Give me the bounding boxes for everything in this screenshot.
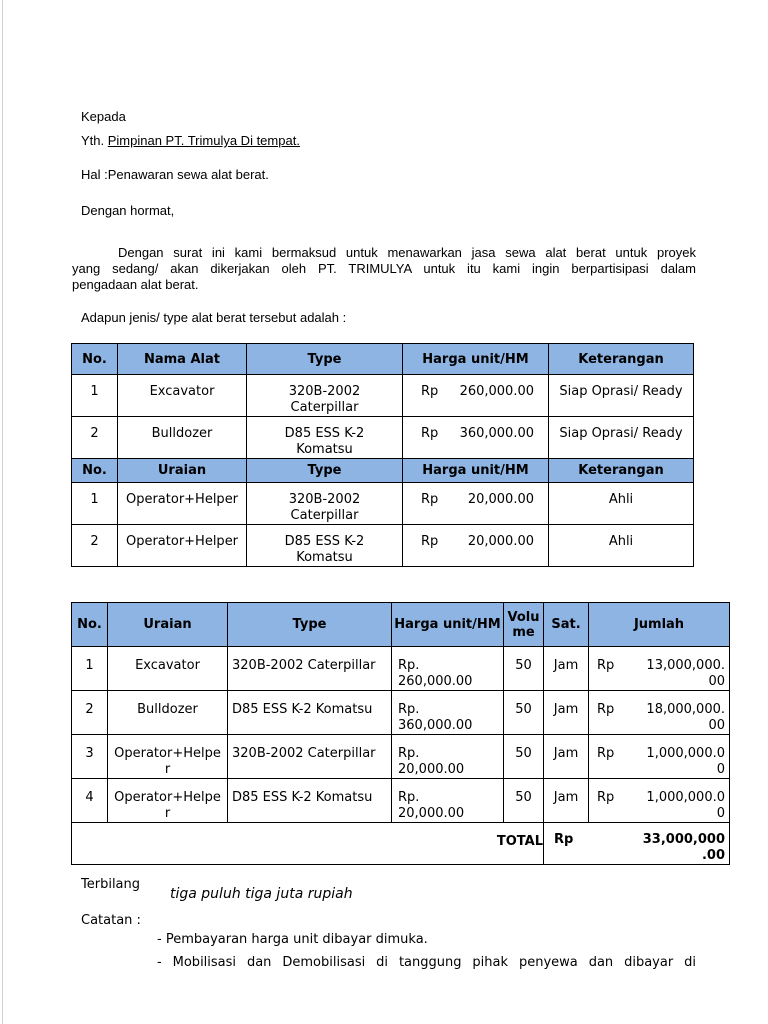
col-volume: Volu me [504,603,544,647]
col-note: Keterangan [549,459,694,483]
col-no: No. [72,344,118,375]
row-type: D85 ESS K-2 Komatsu [284,534,365,565]
recipient-prefix: Yth. [81,133,108,148]
row-type: D85 ESS K-2 Komatsu [232,702,373,717]
col-no: No. [72,459,118,483]
body-line: yang sedang/ akan dikerjakan oleh PT. TRIMULYA untuk itu kami ingin berpartisipasi dalam [72,261,696,276]
note-item: - Pembayaran harga unit dibayar dimuka. [157,932,428,947]
row-desc: Operator+Helpe r [114,746,221,777]
row-amount: 18,000,000. 00 [646,702,725,733]
row-amount: 13,000,000. 00 [646,658,725,689]
row-volume: 50 [515,702,532,717]
currency: Rp [421,492,439,507]
row-price: 260,000.00 [459,384,534,399]
currency: Rp [421,534,439,549]
row-volume: 50 [515,746,532,761]
row-no: 1 [85,658,94,673]
row-no: 2 [90,426,99,441]
cost-table [71,602,730,865]
row-name: Bulldozer [151,426,213,441]
row-no: 2 [85,702,94,717]
body-line: pengadaan alat berat. [72,277,199,292]
row-note: Ahli [608,492,634,507]
col-amount: Jumlah [589,603,730,647]
col-price: Harga unit/HM [403,459,549,483]
spelled-value: tiga puluh tiga juta rupiah [170,886,353,902]
row-price: Rp. 360,000.00 [398,702,473,733]
table-row [72,525,694,567]
col-name: Uraian [118,459,247,483]
row-note: Siap Oprasi/ Ready [559,384,683,399]
col-name: Nama Alat [118,344,247,375]
table-subheader-row [72,459,694,483]
notes-label: Catatan : [81,913,141,928]
row-no: 3 [85,746,94,761]
row-amount: 1,000,000.0 0 [646,746,725,777]
row-name: Excavator [149,384,215,399]
currency: Rp [597,746,615,761]
row-type: 320B-2002 Caterpillar [288,492,361,523]
recipient-name: Pimpinan PT. Trimulya Di tempat. [107,133,300,148]
table-row [72,691,730,735]
total-currency: Rp [554,832,574,847]
col-price: Harga unit/HM [392,603,504,647]
row-no: 1 [90,384,99,399]
row-no: 1 [90,492,99,507]
row-type: 320B-2002 Caterpillar [288,384,361,415]
row-volume: 50 [515,658,532,673]
body-line: Dengan surat ini kami bermaksud untuk menawarkan jasa sewa alat berat untuk proyek [118,245,696,260]
row-unit: Jam [553,658,579,673]
row-desc: Operator+Helpe r [114,790,221,821]
row-type: 320B-2002 Caterpillar [232,746,376,761]
row-type: D85 ESS K-2 Komatsu [284,426,365,457]
row-note: Ahli [608,534,634,549]
subject-line: Hal :Penawaran sewa alat berat. [81,167,269,182]
row-name: Operator+Helper [125,534,239,549]
row-price: 20,000.00 [467,534,534,549]
col-desc: Uraian [108,603,228,647]
equipment-table [71,343,694,567]
spelled-label: Terbilang [81,877,141,892]
total-row [72,823,730,865]
currency: Rp [597,658,615,673]
row-type: 320B-2002 Caterpillar [232,658,376,673]
to-label: Kepada [81,109,126,124]
row-note: Siap Oprasi/ Ready [559,426,683,441]
row-amount: 1,000,000.0 0 [646,790,725,821]
row-desc: Bulldozer [137,702,198,717]
greeting: Dengan hormat, [81,203,175,218]
row-unit: Jam [553,702,579,717]
body-paragraph [72,245,696,293]
row-name: Operator+Helper [125,492,239,507]
intro-text: Adapun jenis/ type alat berat tersebut adalah : [81,310,347,325]
table-row [72,483,694,525]
col-note: Keterangan [549,344,694,375]
total-label: TOTAL [496,834,543,849]
row-price: 20,000.00 [467,492,534,507]
table-header-row [72,344,694,375]
table-row [72,735,730,779]
currency: Rp [597,702,615,717]
row-unit: Jam [553,746,579,761]
row-price: Rp. 20,000.00 [398,790,465,821]
table-row [72,375,694,417]
currency: Rp [421,426,439,441]
row-unit: Jam [553,790,579,805]
col-type: Type [247,344,403,375]
row-type: D85 ESS K-2 Komatsu [232,790,373,805]
page-edge [2,0,3,1024]
total-amount: 33,000,000 .00 [642,832,725,863]
table-row [72,779,730,823]
note-item: - Mobilisasi dan Demobilisasi di tanggung pihak penyewa dan dibayar di [157,955,696,970]
table-header-row [72,603,730,647]
col-type: Type [247,459,403,483]
col-type: Type [228,603,392,647]
row-volume: 50 [515,790,532,805]
table-row [72,647,730,691]
row-price: Rp. 260,000.00 [398,658,473,689]
recipient-line [81,133,300,149]
row-price: 360,000.00 [459,426,534,441]
table-row [72,417,694,459]
col-unit: Sat. [544,603,589,647]
col-no: No. [72,603,108,647]
row-no: 2 [90,534,99,549]
row-price: Rp. 20,000.00 [398,746,465,777]
currency: Rp [597,790,615,805]
col-price: Harga unit/HM [403,344,549,375]
row-no: 4 [85,790,94,805]
currency: Rp [421,384,439,399]
row-desc: Excavator [135,658,200,673]
